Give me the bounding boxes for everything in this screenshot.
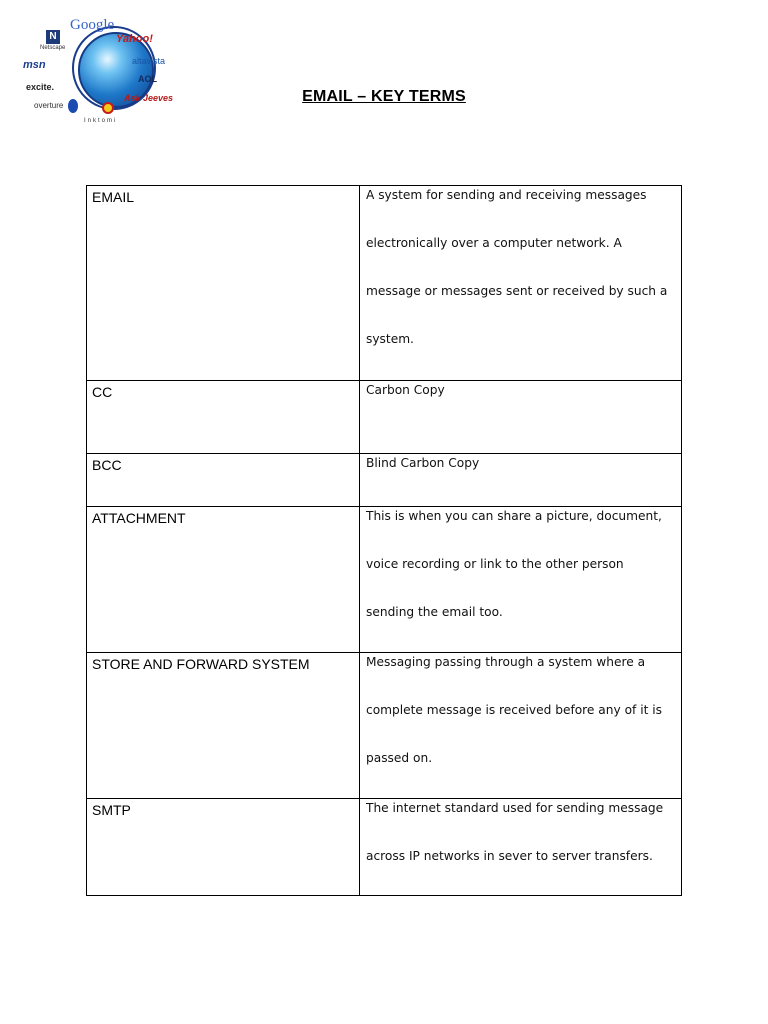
ask-jeeves-logo-text: Ask Jeeves: [124, 93, 174, 103]
netscape-icon: N: [46, 30, 60, 44]
term-cell: SMTP: [87, 799, 360, 896]
key-terms-table: [86, 185, 682, 896]
table-row: [87, 799, 682, 896]
definition-text: A system for sending and receiving messages electronically over a computer network. A message or messages sent or received by such a system.: [366, 188, 668, 346]
google-logo-text: Google: [70, 17, 115, 33]
definition-text: The internet standard used for sending message across IP networks in sever to server transfers.: [366, 801, 664, 863]
definition-text: Messaging passing through a system where a complete message is received before any of it is passed on.: [366, 655, 662, 765]
term-cell: BCC: [87, 454, 360, 507]
aol-logo-text: AOL: [138, 74, 157, 84]
definition-text: Carbon Copy: [366, 383, 445, 397]
search-engines-logo: [20, 14, 185, 129]
definition-text: This is when you can share a picture, document, voice recording or link to the other person sending the email too.: [366, 509, 662, 619]
excite-logo-text: excite.: [26, 82, 55, 92]
term-cell: CC: [87, 381, 360, 454]
netscape-logo-text: Netscape: [40, 45, 66, 51]
term-cell: ATTACHMENT: [87, 507, 360, 653]
term-cell: STORE AND FORWARD SYSTEM: [87, 653, 360, 799]
definition-cell: [360, 186, 682, 381]
term-cell: EMAIL: [87, 186, 360, 381]
definition-cell: [360, 799, 682, 896]
table-row: [87, 507, 682, 653]
table-row: [87, 186, 682, 381]
definition-cell: [360, 507, 682, 653]
table-row: [87, 653, 682, 799]
msn-logo-text: msn: [23, 59, 46, 71]
overture-logo-text: overture: [34, 101, 64, 110]
page-title: EMAIL – KEY TERMS: [302, 88, 466, 105]
definition-text: Blind Carbon Copy: [366, 456, 480, 470]
altavista-logo-text: altavista: [132, 56, 166, 66]
inktomi-logo-text: Inktomi: [84, 118, 118, 124]
yahoo-logo-text: Yahoo!: [116, 33, 153, 45]
definition-cell: [360, 653, 682, 799]
